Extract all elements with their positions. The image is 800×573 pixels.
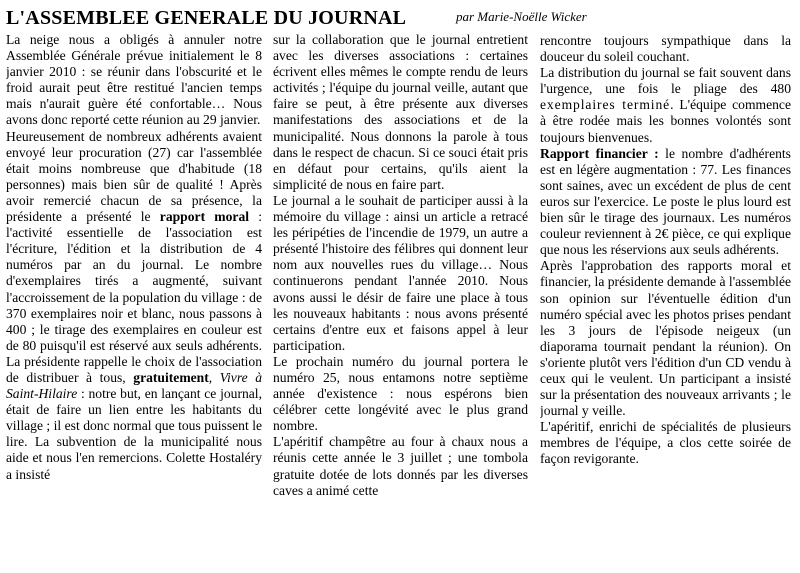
column-3 xyxy=(540,33,791,571)
paragraph: Le prochain numéro du journal portera le numéro 25, nous entamons notre septième année d'existence : nous espérons bien célébrer cette longévité avec le plus grand nombre. xyxy=(273,353,528,434)
text-run: : notre but, en lançant ce journal, était de faire un lien entre les habitants du village ; il est donc normal que tous puissent le lire. La subvention de la municipalité nous aide et nous l'en remercions. Colette Hostaléry a insisté xyxy=(6,386,262,482)
article-header xyxy=(6,4,796,32)
paragraph: rencontre toujours sympathique dans la douceur du soleil couchant. xyxy=(540,33,791,65)
journal-name: Vivre à Saint-Hilaire xyxy=(6,369,262,402)
article-title: L'ASSEMBLEE GENERALE DU JOURNAL xyxy=(6,7,407,29)
paragraph: L'apéritif, enrichi de spécialités de plusieurs membres de l'équipe, a clos cette soirée de façon revigorante. xyxy=(540,419,791,467)
paragraph xyxy=(540,146,791,259)
paragraph xyxy=(540,65,791,145)
paragraph: L'apéritif champêtre au four à chaux nous a réunis cette année le 3 juillet ; une tombola gratuite dotée de lots donnés par les diverses caves a animé cette xyxy=(273,434,528,498)
paragraph: sur la collaboration que le journal entretient avec les diverses associations : certaines écrivent elles mêmes le compte rendu de leurs activités ; l'équipe du journal veille, autant que faire se peut, à être présente aux diverses manifestations des associations et de la municipalité. Nous donnons la parole à tous dans le respect de chacun. Si ce souci était pris en défaut pour certains, qu'ils aient la simplicité de nous en faire part. xyxy=(273,32,528,192)
column-2 xyxy=(273,32,528,570)
article-byline: par Marie-Noëlle Wicker xyxy=(456,9,587,24)
gratuitement-label: gratuitement xyxy=(133,369,209,385)
paragraph xyxy=(6,129,262,483)
exemplaires-termine: exemplaires terminé xyxy=(540,97,671,113)
rapport-financier-label: Rapport financier : xyxy=(540,145,659,161)
text-run: Heureusement de nombreux adhérents avaient envoyé leur procuration (27) car l'assemblée était moins nombreuse que d'habitude (18 personnes) mais bien sûr de qualité ! Après avoir remercié chacun de sa présence, la présidente a présenté le xyxy=(6,128,262,225)
text-run: , xyxy=(208,369,220,385)
text-run: le nombre d'adhérents est en légère augmentation : 77. Les finances sont saines, avec un excédent de plus de cent euros sur l'exercice. Le poste le plus lourd est bien sûr le tirage des journaux. Les numéros couleur reviennent à 2€ pièce, ce qui explique que nous les réservions aux seuls adhérents. xyxy=(540,145,791,258)
text-run: La distribution du journal se fait souvent dans l'urgence, une fois le pliage des 480 xyxy=(540,65,791,97)
paragraph: Après l'approbation des rapports moral et financier, la présidente demande à l'assemblée son opinion sur l'éventuelle édition d'un numéro spécial avec les photos prises pendant les 3 jours de l'épisode neigeux (un diaporama tournait pendant la réunion). On s'oriente plutôt vers l'édition d'un CD vendu à ceux qui le veulent. Un participant a insisté sur la présentation des nouveaux arrivants ; le journal y veille. xyxy=(540,258,791,419)
paragraph: La neige nous a obligés à annuler notre Assemblée Générale prévue initialement le 8 janvier 2010 : se réunir dans l'obscurité et le froid aurait peut être restitué l'ancien temps mais n'aurait guère été confortable… Nous avons donc reporté cette réunion au 29 janvier. xyxy=(6,32,262,128)
column-1 xyxy=(6,32,262,570)
paragraph: Le journal a le souhait de participer aussi à la mémoire du village : ainsi un article a retracé les péripéties de l'incendie de 1979, un autre a présenté l'histoire des félibres qui donnent leur nom aux nouvelles rues du village… Nous continuerons pendant l'année 2010. Nous avons aussi le désir de faire une place à tous les nouveaux habitants : nous avons présenté certains d'entre eux et faisons appel à leur participation. xyxy=(273,192,528,353)
text-run: : l'activité essentielle de l'association est l'écriture, l'édition et la distribution de 4 numéros par an du journal. Le nombre d'exemplaires tirés a augmenté, suivant l'accroissement de la population du village : de 370 exemplaires noir et blanc, nous passons à 400 ; le tirage des exemplaires en couleur est de 80 puisqu'il est réservé aux seuls adhérents. La présidente rappelle le choix de l'association de distribuer à tous, xyxy=(6,209,262,385)
rapport-moral-label: rapport moral xyxy=(159,209,250,225)
text-run: . L'équipe commence à être rodée mais les bonnes volontés sont toujours bienvenues. xyxy=(540,97,791,145)
